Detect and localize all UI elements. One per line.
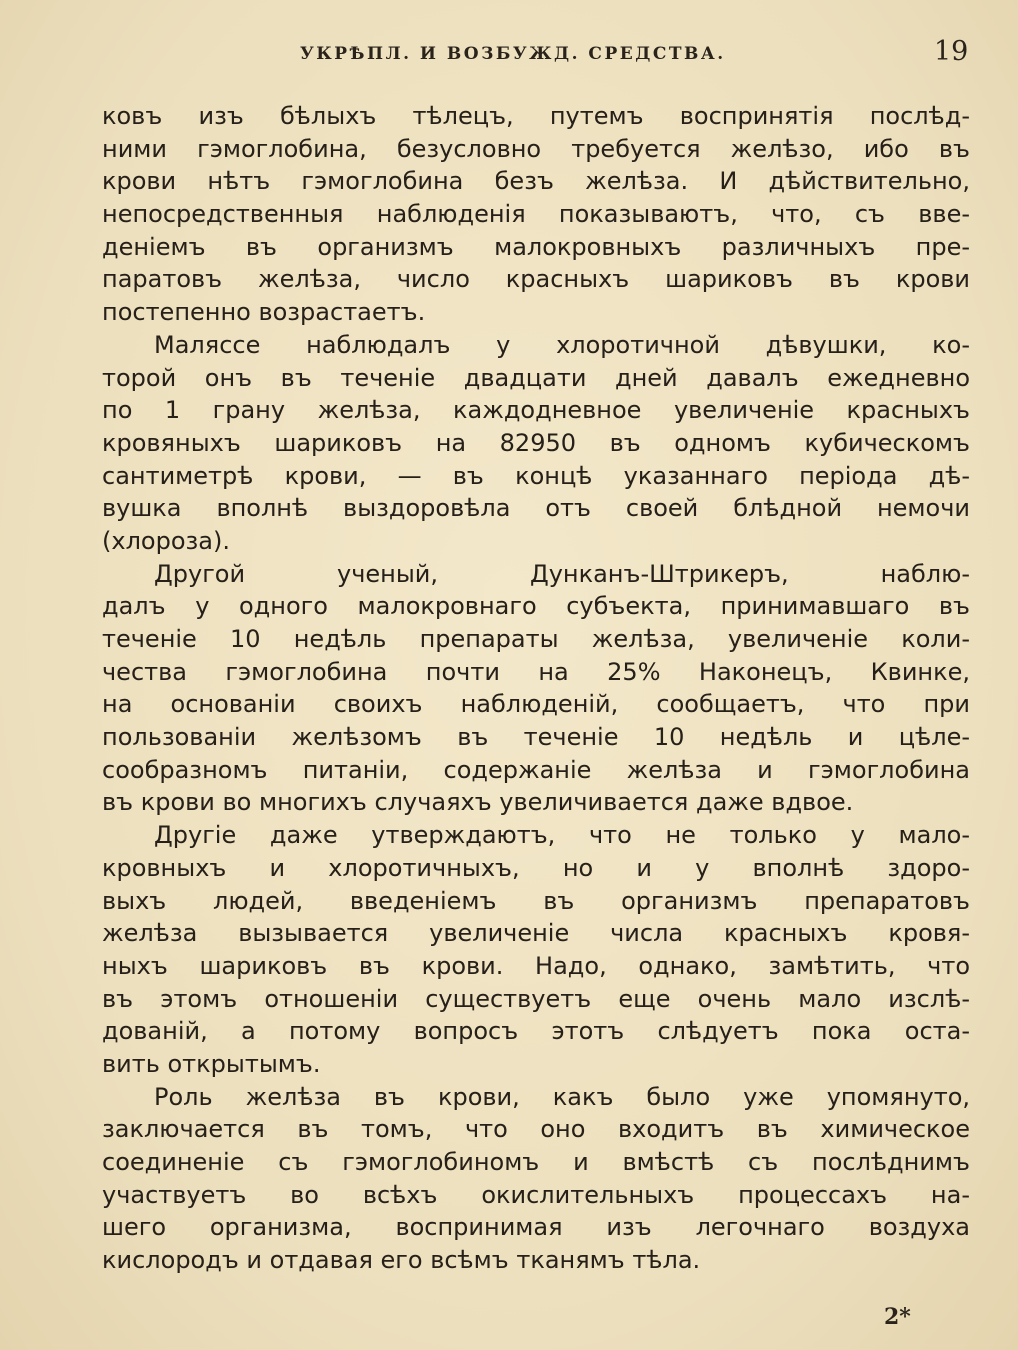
text-line: соединеніе съ гэмоглобиномъ и вмѣстѣ съ послѣднимъ [102,1148,970,1176]
text-line: постепенно возрастаетъ. [102,298,426,327]
text-line: въ этомъ отношеніи существуетъ еще очень мало изслѣ- [102,984,970,1013]
text-line: Роль желѣза въ крови, какъ было уже упомянуто, [154,1082,970,1111]
text-line: деніемъ въ организмъ малокровныхъ различныхъ пре- [102,232,970,261]
text-line: сообразномъ питаніи, содержаніе желѣза и гэмоглобина [102,755,970,784]
text-line: чества гэмоглобина почти на 25% Наконецъ, Квинке, [102,657,970,686]
text-line: сантиметрѣ крови, — въ концѣ указаннаго періода дѣ- [102,461,970,490]
text-line: Маляссе наблюдалъ у хлоротичной дѣвушки, ко- [154,330,970,359]
text-line: кислородъ и отдавая его всѣмъ тканямъ тѣла. [102,1246,701,1275]
text-line: желѣза вызывается увеличеніе числа красныхъ кровя- [102,919,970,948]
text-line: въ крови во многихъ случаяхъ увеличивается даже вдвое. [102,788,854,817]
text-line: ковъ изъ бѣлыхъ тѣлецъ, путемъ воспринятія послѣд- [102,102,970,130]
text-line: вушка вполнѣ выздоровѣла отъ своей блѣдной немочи [102,494,970,523]
text-line: кровяныхъ шариковъ на 82950 въ одномъ кубическомъ [102,428,970,457]
text-line: выхъ людей, введеніемъ въ организмъ препаратовъ [102,886,970,915]
text-line: ныхъ шариковъ въ крови. Надо, однако, замѣтить, что [102,951,970,980]
text-line: ними гэмоглобина, безусловно требуется желѣзо, ибо въ [102,134,970,163]
text-line: (хлороза). [102,526,230,555]
text-line: крови нѣтъ гэмоглобина безъ желѣза. И дѣйствительно, [102,167,970,196]
signature-mark: 2* [884,1304,911,1330]
text-line: по 1 грану желѣза, каждодневное увеличеніе красныхъ [102,396,970,425]
page-header [0,36,1018,76]
text-line: далъ у одного малокровнаго субъекта, принимавшаго въ [102,592,970,621]
text-line: кровныхъ и хлоротичныхъ, но и у вполнѣ здоро- [102,853,970,882]
page-number: 19 [934,36,969,67]
text-line: участвуетъ во всѣхъ окислительныхъ процессахъ на- [102,1180,970,1209]
text-line: пользованіи желѣзомъ въ теченіе 10 недѣль и цѣле- [102,723,970,752]
running-title: УКРѢПЛ. И ВОЗБУЖД. СРЕДСТВА. [300,44,726,64]
text-line: торой онъ въ теченіе двадцати дней давалъ ежедневно [102,363,970,392]
text-line: на основаніи своихъ наблюденій, сообщаетъ, что при [102,690,970,719]
text-line: дованій, а потому вопросъ этотъ слѣдуетъ пока оста- [102,1017,970,1046]
text-line: заключается въ томъ, что оно входитъ въ химическое [102,1115,970,1144]
text-line: Другіе даже утверждаютъ, что не только у мало- [154,821,970,850]
text-line: паратовъ желѣза, число красныхъ шариковъ въ крови [102,265,970,294]
text-line: теченіе 10 недѣль препараты желѣза, увеличеніе коли- [102,625,970,653]
text-line: вить открытымъ. [102,1049,321,1078]
text-line: непосредственныя наблюденія показываютъ, что, съ вве- [102,200,970,229]
text-line: Другой ученый, Дунканъ-Штрикеръ, наблю- [154,559,970,588]
text-line: шего организма, воспринимая изъ легочнаго воздуха [102,1213,970,1242]
body-text [102,100,970,1277]
